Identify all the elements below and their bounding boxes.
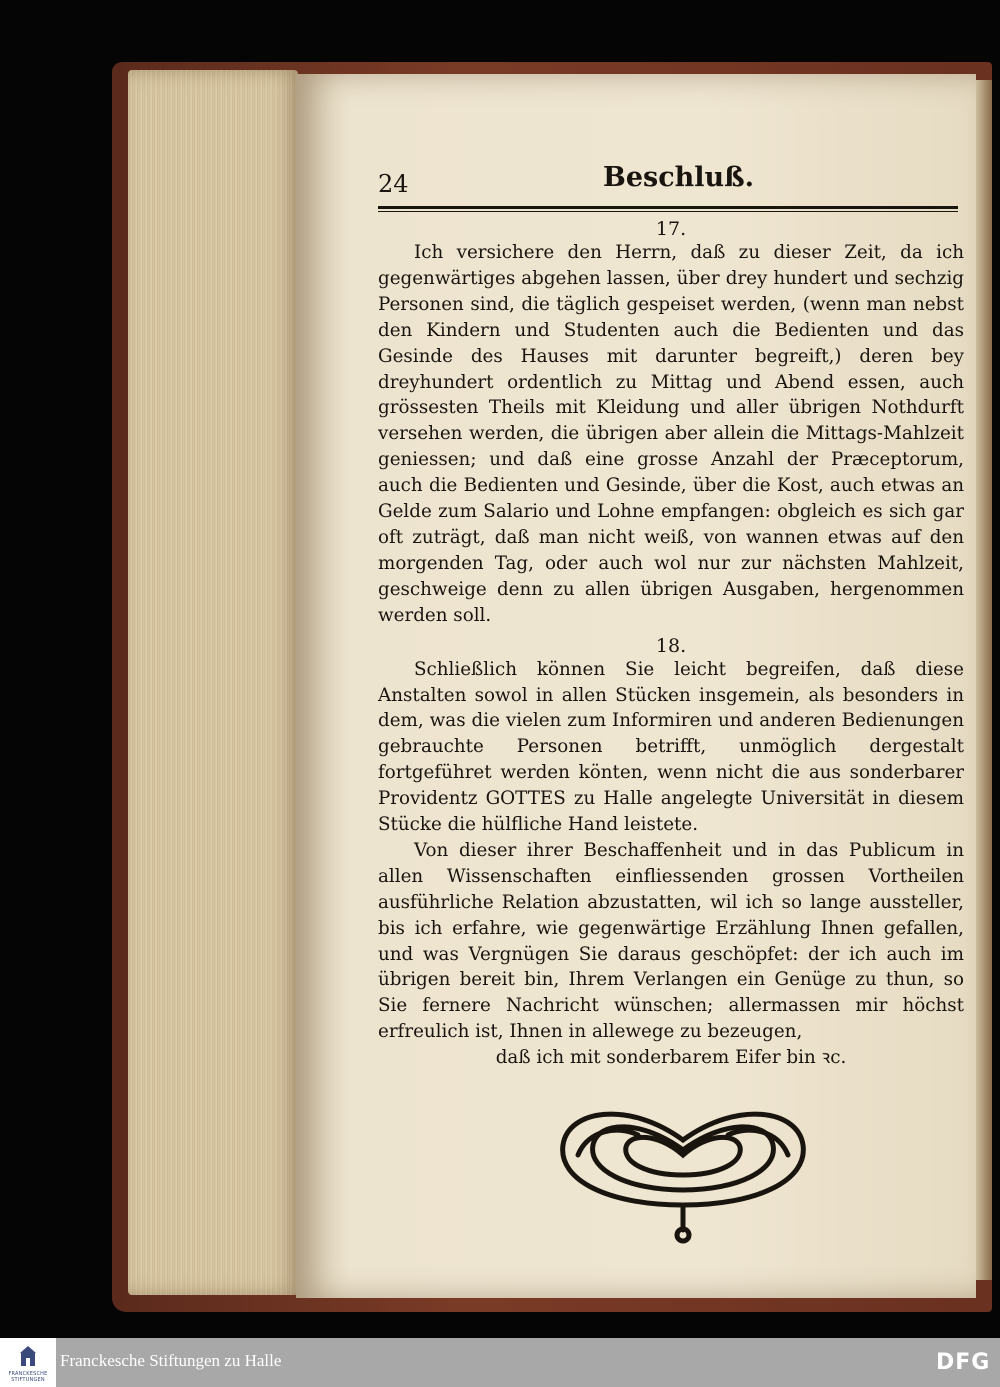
page-block-edges xyxy=(128,70,298,1295)
closing-line: daß ich mit sonderbarem Eifer bin ꝛc. xyxy=(495,1047,847,1069)
page-text xyxy=(378,160,964,1071)
paragraph: Von dieser ihrer Beschaffenheit und in das Publicum in allen Wissenschaften einfliessenden grossen Vortheilen ausführliche Relation abzustatten, wil ich so lange aussteller, bis ich erfahre, wie gegenwärtige Erzählung Ihnen gefallen, und was Vergnügen Sie daraus geschöpfet: der ich auch im übrigen bereit bin, Ihrem Verlangen ein Genüge zu thun, so Sie fernere Nachricht wünschen; allermassen mir höchst erfreulich ist, Ihnen in allewege zu bezeugen, xyxy=(378,839,964,1043)
calligraphic-ornament xyxy=(548,1085,818,1245)
building-icon xyxy=(19,1345,37,1367)
header-rule xyxy=(378,206,958,212)
dfg-logo[interactable]: DFG xyxy=(936,1350,991,1375)
logo-text: FRANCKESCHE STIFTUNGEN xyxy=(8,1371,48,1383)
page-number: 24 xyxy=(378,170,409,198)
page-gutter-right xyxy=(976,80,992,1280)
running-title: Beschluß. xyxy=(603,162,755,193)
section-number: 17. xyxy=(655,218,687,240)
paragraph: Schließlich können Sie leicht begreifen, daß diese Anstalten sowol in allen Stücken insgemein, als besonders in dem, was die vielen zum Informiren und anderen Bedienungen gebrauchte Personen betrifft, unmöglich dergestalt fortgeführet werden könten, wenn nicht die aus sonderbarer Providentz GOTTES zu Halle angelegte Universität in diesem Stücke die hülfliche Hand leistete. xyxy=(378,658,964,836)
institution-name[interactable]: Franckesche Stiftungen zu Halle xyxy=(60,1351,282,1370)
footer-bar xyxy=(0,1338,1000,1387)
institution-logo[interactable] xyxy=(0,1338,56,1387)
paragraph: Ich versichere den Herrn, daß zu dieser Zeit, da ich gegenwärtiges abgehen lassen, über drey hundert und sechzig Personen sind, die täglich gespeiset werden, (wenn man nebst den Kindern und Studenten auch die Bedienten und das Gesinde des Hauses mit darunter begreift,) deren bey dreyhundert ordentlich zu Mittag und Abend essen, auch grössesten Theils mit Kleidung und aller übrigen Nothdurft versehen werden, die übrigen aber allein die Mittags-Mahlzeit geniessen; und daß eine grosse Anzahl der Præceptorum, auch die Bedienten und Gesinde, über die Kost, auch etwas an Gelde zum Salario und Lohne empfangen: obgleich es sich gar oft zuträgt, daß man nicht weiß, von wannen etwas auf den morgenden Tag, oder auch wol nur zur nächsten Mahlzeit, geschweige denn zu allen übrigen Ausgaben, hergenommen werden soll. xyxy=(378,242,964,626)
page-header xyxy=(378,160,964,202)
section-number: 18. xyxy=(655,634,687,657)
